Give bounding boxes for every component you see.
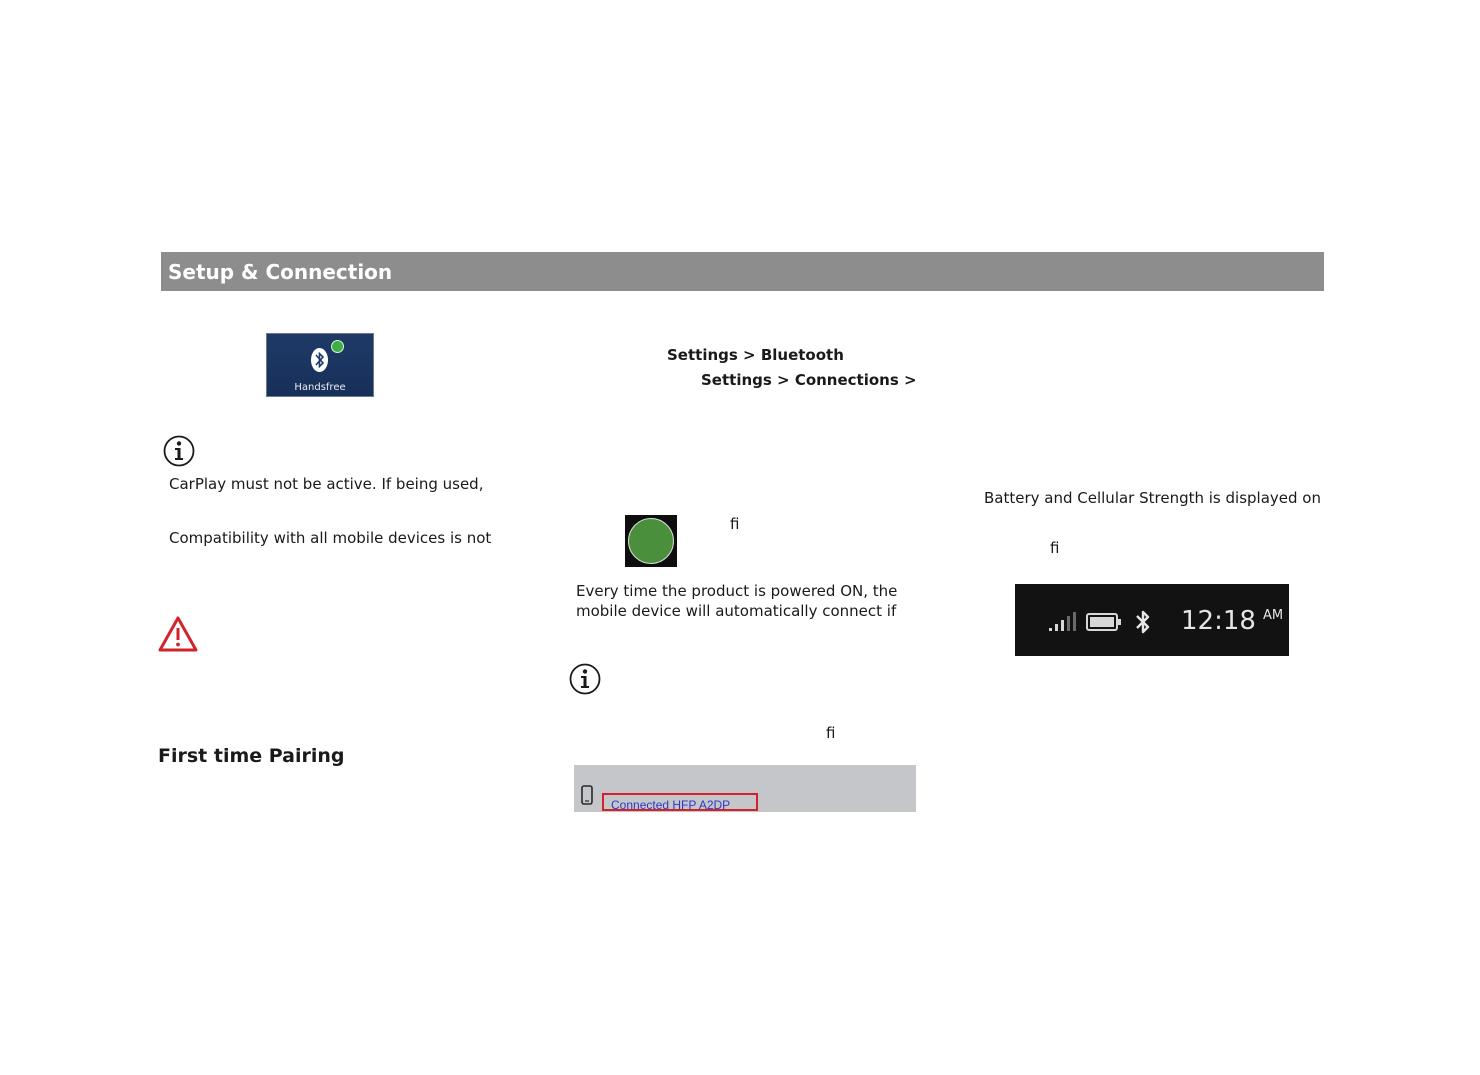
connection-status-screenshot [574,765,916,812]
auto-connect-line-1: Every time the product is powered ON, the [576,582,898,600]
section-title: Setup & Connection [168,260,393,284]
auto-connect-line-2: mobile device will automatically connect if [576,602,897,620]
settings-bluetooth-path: Settings > Bluetooth [667,346,844,364]
green-connect-button[interactable] [625,515,677,567]
info-icon [569,663,601,695]
info-icon [163,435,195,467]
signal-bars-icon [1048,611,1076,637]
status-bar-screenshot [1015,584,1289,656]
battery-cellular-text: Battery and Cellular Strength is displayed on [984,489,1321,507]
bluetooth-icon [311,348,328,372]
fi-glyph: ﬁ [826,724,836,742]
bluetooth-icon [1134,608,1152,640]
green-dot-icon [331,340,344,353]
handsfree-tile[interactable] [266,333,374,397]
green-circle-icon [628,518,674,564]
handsfree-label: Handsfree [294,382,346,393]
settings-connections-path: Settings > Connections > [701,371,917,389]
connected-status-text: Connected HFP A2DP [611,798,731,812]
phone-icon [581,785,593,805]
status-time: 12:18 [1181,606,1256,636]
battery-icon [1086,611,1122,637]
fi-glyph: ﬁ [730,515,740,533]
warning-triangle-icon [157,615,199,653]
first-time-pairing-heading: First time Pairing [158,745,345,767]
fi-glyph: ﬁ [1050,539,1060,557]
compatibility-note: Compatibility with all mobile devices is not [169,529,492,547]
status-ampm: AM [1263,608,1284,623]
carplay-note: CarPlay must not be active. If being used, [169,475,484,493]
section-header-bar [161,252,1324,291]
